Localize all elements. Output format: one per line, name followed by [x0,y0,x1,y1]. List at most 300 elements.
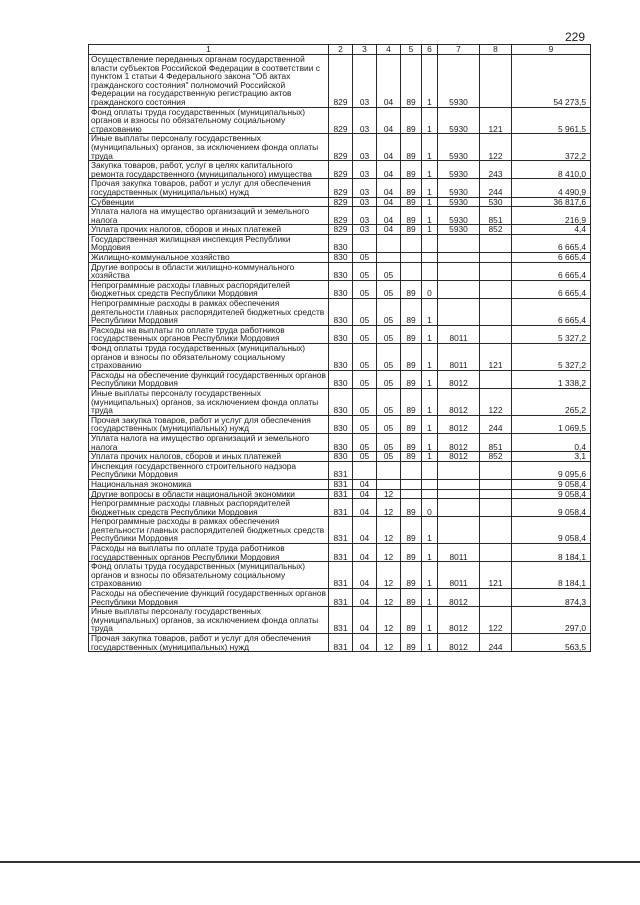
cell-program: 89 [401,225,422,235]
cell-program [401,234,422,252]
cell-section: 05 [353,388,377,415]
cell-subprogram: 1 [422,589,438,607]
cell-direction: 8012 [438,589,480,607]
cell-program: 89 [401,517,422,544]
cell-program: 89 [401,544,422,562]
cell-description: Осуществление переданных органам государственной власти субъектов Российской Федерации в соответствии с пунктом 1 статьи 4 Федерального закона "Об актах гражданского состояния" полномочий Российской Федерации на государственную регистрацию актов гражданского состояния [89,55,329,108]
cell-subprogram: 1 [422,197,438,207]
table-row [89,55,591,108]
cell-amount: 5 327,2 [512,325,591,343]
cell-ministry: 831 [329,544,353,562]
cell-subsection: 04 [377,55,401,108]
cell-description: Инспекция государственного строительного надзора Республики Мордовия [89,461,329,479]
cell-subsection: 05 [377,325,401,343]
cell-subprogram: 1 [422,544,438,562]
table-row [89,433,591,451]
cell-program: 89 [401,499,422,517]
cell-direction [438,517,480,544]
cell-section: 03 [353,197,377,207]
cell-ministry: 830 [329,452,353,462]
cell-amount: 874,3 [512,589,591,607]
cell-description: Субвенции [89,197,329,207]
col-description-header: 1 [89,45,329,55]
cell-subsection: 12 [377,499,401,517]
cell-program: 89 [401,207,422,225]
cell-direction: 8012 [438,433,480,451]
cell-amount: 6 665,4 [512,299,591,326]
cell-description: Государственная жилищная инспекция Республики Мордовия [89,234,329,252]
cell-expense-type [480,499,512,517]
cell-expense-type: 121 [480,344,512,371]
table-row [89,370,591,388]
cell-expense-type: 244 [480,415,512,433]
cell-direction [438,280,480,298]
cell-direction: 5930 [438,55,480,108]
table-header [89,45,591,55]
cell-direction: 8011 [438,544,480,562]
cell-direction [438,299,480,326]
cell-description: Уплата прочих налогов, сборов и иных платежей [89,225,329,235]
cell-program: 89 [401,589,422,607]
cell-subprogram: 1 [422,415,438,433]
cell-subsection: 12 [377,544,401,562]
cell-subprogram: 1 [422,207,438,225]
cell-amount: 36 817,6 [512,197,591,207]
cell-description: Иные выплаты персоналу государственных (муниципальных) органов, за исключением фонда оплаты труда [89,607,329,634]
cell-direction [438,234,480,252]
cell-subprogram: 1 [422,179,438,197]
cell-expense-type: 851 [480,207,512,225]
cell-ministry: 831 [329,461,353,479]
cell-section: 05 [353,344,377,371]
cell-subprogram [422,479,438,489]
cell-direction: 8012 [438,634,480,652]
cell-amount: 9 058,4 [512,499,591,517]
table-row [89,107,591,134]
table-row [89,207,591,225]
cell-subsection: 05 [377,370,401,388]
cell-subsection: 05 [377,280,401,298]
cell-expense-type [480,589,512,607]
cell-amount: 563,5 [512,634,591,652]
cell-ministry: 831 [329,562,353,589]
table-row [89,452,591,462]
cell-section: 05 [353,370,377,388]
cell-section [353,461,377,479]
cell-ministry: 830 [329,280,353,298]
cell-program: 89 [401,607,422,634]
cell-section: 04 [353,479,377,489]
cell-subsection: 12 [377,607,401,634]
cell-amount: 6 665,4 [512,253,591,263]
cell-section: 03 [353,225,377,235]
cell-section: 05 [353,452,377,462]
cell-description: Другие вопросы в области национальной экономики [89,489,329,499]
cell-amount: 9 058,4 [512,479,591,489]
cell-description: Жилищно-коммунальное хозяйство [89,253,329,263]
cell-ministry: 831 [329,589,353,607]
cell-direction: 8012 [438,607,480,634]
cell-subprogram: 1 [422,607,438,634]
cell-direction: 8012 [438,370,480,388]
cell-description: Расходы на обеспечение функций государственных органов Республики Мордовия [89,370,329,388]
cell-description: Непрограммные расходы главных распорядителей бюджетных средств Республики Мордовия [89,499,329,517]
cell-expense-type [480,517,512,544]
cell-section: 03 [353,161,377,179]
cell-program: 89 [401,562,422,589]
cell-section: 04 [353,499,377,517]
cell-description: Непрограммные расходы в рамках обеспечения деятельности главных распорядителей бюджетных средств Республики Мордовия [89,299,329,326]
cell-section: 04 [353,634,377,652]
cell-direction: 5930 [438,207,480,225]
table-row [89,179,591,197]
cell-subsection: 05 [377,415,401,433]
cell-direction [438,489,480,499]
cell-description: Прочая закупка товаров, работ и услуг для обеспечения государственных (муниципальных) нужд [89,179,329,197]
cell-subsection [377,461,401,479]
col-expense-type-header: 8 [480,45,512,55]
cell-subsection: 04 [377,179,401,197]
cell-subsection: 12 [377,589,401,607]
cell-section: 05 [353,415,377,433]
cell-subprogram: 1 [422,134,438,161]
cell-ministry: 829 [329,225,353,235]
cell-section: 05 [353,262,377,280]
table-row [89,489,591,499]
cell-amount: 216,9 [512,207,591,225]
cell-program: 89 [401,370,422,388]
cell-subprogram [422,234,438,252]
cell-ministry: 830 [329,325,353,343]
cell-ministry: 830 [329,299,353,326]
cell-expense-type: 244 [480,634,512,652]
cell-subsection: 04 [377,134,401,161]
cell-amount: 54 273,5 [512,55,591,108]
cell-subsection: 04 [377,107,401,134]
cell-direction: 8011 [438,344,480,371]
cell-section: 05 [353,253,377,263]
cell-ministry: 830 [329,344,353,371]
cell-expense-type [480,253,512,263]
cell-direction: 8012 [438,388,480,415]
cell-amount: 1 069,5 [512,415,591,433]
cell-ministry: 829 [329,207,353,225]
table-row [89,388,591,415]
cell-program: 89 [401,415,422,433]
cell-subprogram: 0 [422,499,438,517]
cell-direction: 5930 [438,161,480,179]
cell-subprogram: 1 [422,161,438,179]
bottom-rule [0,861,640,863]
cell-expense-type: 852 [480,452,512,462]
cell-direction: 5930 [438,225,480,235]
cell-program: 89 [401,161,422,179]
table-row [89,562,591,589]
cell-subsection [377,253,401,263]
cell-subprogram: 1 [422,370,438,388]
table-row [89,499,591,517]
table-row [89,280,591,298]
cell-subsection: 04 [377,207,401,225]
cell-description: Расходы на обеспечение функций государственных органов Республики Мордовия [89,589,329,607]
cell-amount: 6 665,4 [512,234,591,252]
cell-program: 89 [401,107,422,134]
cell-direction: 8011 [438,325,480,343]
cell-ministry: 830 [329,433,353,451]
cell-section: 05 [353,299,377,326]
cell-description: Другие вопросы в области жилищно-коммунального хозяйства [89,262,329,280]
table-row [89,253,591,263]
col-section-header: 3 [353,45,377,55]
table-row [89,479,591,489]
table-row [89,134,591,161]
cell-description: Расходы на выплаты по оплате труда работников государственных органов Республики Мордовия [89,325,329,343]
table-row [89,589,591,607]
cell-amount: 5 327,2 [512,344,591,371]
cell-subsection: 05 [377,452,401,462]
cell-section: 04 [353,489,377,499]
cell-expense-type [480,544,512,562]
cell-ministry: 829 [329,179,353,197]
cell-description: Непрограммные расходы главных распорядителей бюджетных средств Республики Мордовия [89,280,329,298]
cell-ministry: 829 [329,55,353,108]
cell-subsection: 05 [377,299,401,326]
cell-ministry: 831 [329,517,353,544]
table-row [89,634,591,652]
cell-expense-type [480,370,512,388]
cell-subprogram: 1 [422,299,438,326]
cell-program: 89 [401,179,422,197]
col-subsection-header: 4 [377,45,401,55]
cell-ministry: 829 [329,134,353,161]
cell-section [353,234,377,252]
col-direction-header: 7 [438,45,480,55]
cell-ministry: 831 [329,479,353,489]
cell-subsection: 12 [377,634,401,652]
cell-section: 04 [353,589,377,607]
cell-subsection: 05 [377,344,401,371]
cell-ministry: 831 [329,607,353,634]
cell-expense-type [480,325,512,343]
cell-subprogram: 0 [422,280,438,298]
cell-ministry: 831 [329,634,353,652]
cell-program: 89 [401,280,422,298]
col-program-header: 5 [401,45,422,55]
col-amount-header: 9 [512,45,591,55]
table-body [89,55,591,652]
cell-description: Иные выплаты персоналу государственных (муниципальных) органов, за исключением фонда оплаты труда [89,388,329,415]
cell-description: Прочая закупка товаров, работ и услуг для обеспечения государственных (муниципальных) нужд [89,634,329,652]
table-row [89,517,591,544]
cell-expense-type: 244 [480,179,512,197]
cell-program: 89 [401,197,422,207]
cell-amount: 5 961,5 [512,107,591,134]
cell-expense-type [480,479,512,489]
page-number: 229 [565,30,586,44]
cell-program: 89 [401,433,422,451]
table-row [89,415,591,433]
cell-subsection: 12 [377,562,401,589]
cell-expense-type [480,234,512,252]
budget-table [88,44,591,652]
cell-subsection: 05 [377,388,401,415]
cell-direction: 5930 [438,197,480,207]
cell-amount: 8 410,0 [512,161,591,179]
cell-ministry: 831 [329,489,353,499]
cell-subprogram: 1 [422,55,438,108]
cell-amount: 1 338,2 [512,370,591,388]
cell-ministry: 831 [329,499,353,517]
cell-ministry: 830 [329,415,353,433]
cell-program: 89 [401,344,422,371]
cell-program: 89 [401,55,422,108]
cell-description: Иные выплаты персоналу государственных (муниципальных) органов, за исключением фонда оплаты труда [89,134,329,161]
cell-section: 04 [353,517,377,544]
cell-expense-type: 122 [480,388,512,415]
cell-amount: 6 665,4 [512,262,591,280]
cell-program: 89 [401,634,422,652]
cell-section: 03 [353,134,377,161]
cell-subprogram: 1 [422,452,438,462]
cell-description: Закупка товаров, работ, услуг в целях капитального ремонта государственного (муниципального) имущества [89,161,329,179]
cell-ministry: 830 [329,253,353,263]
cell-amount: 9 058,4 [512,489,591,499]
cell-amount: 0,4 [512,433,591,451]
cell-amount: 8 184,1 [512,562,591,589]
col-ministry-header: 2 [329,45,353,55]
cell-program: 89 [401,388,422,415]
cell-section: 03 [353,107,377,134]
cell-section: 04 [353,544,377,562]
cell-description: Уплата налога на имущество организаций и земельного налога [89,207,329,225]
cell-subsection: 04 [377,161,401,179]
cell-subprogram [422,262,438,280]
cell-expense-type [480,262,512,280]
cell-section: 03 [353,179,377,197]
cell-expense-type: 530 [480,197,512,207]
col-subprogram-header: 6 [422,45,438,55]
cell-section: 03 [353,207,377,225]
cell-subprogram: 1 [422,225,438,235]
cell-subsection: 12 [377,517,401,544]
cell-subprogram: 1 [422,433,438,451]
cell-section: 03 [353,55,377,108]
cell-section: 05 [353,325,377,343]
cell-direction: 8011 [438,562,480,589]
cell-ministry: 830 [329,388,353,415]
cell-expense-type [480,299,512,326]
cell-section: 04 [353,607,377,634]
cell-subprogram: 1 [422,634,438,652]
cell-amount: 4,4 [512,225,591,235]
cell-program: 89 [401,299,422,326]
cell-program [401,461,422,479]
cell-amount: 265,2 [512,388,591,415]
cell-subsection: 04 [377,197,401,207]
cell-ministry: 830 [329,234,353,252]
cell-direction: 8012 [438,452,480,462]
table-row [89,299,591,326]
cell-description: Прочая закупка товаров, работ и услуг для обеспечения государственных (муниципальных) нужд [89,415,329,433]
cell-ministry: 830 [329,370,353,388]
table-row [89,325,591,343]
cell-description: Национальная экономика [89,479,329,489]
cell-subprogram [422,461,438,479]
cell-expense-type [480,489,512,499]
cell-amount: 297,0 [512,607,591,634]
cell-program [401,262,422,280]
cell-program [401,479,422,489]
cell-subprogram: 1 [422,562,438,589]
cell-direction: 8012 [438,415,480,433]
table-row [89,344,591,371]
cell-subprogram: 1 [422,107,438,134]
cell-expense-type: 121 [480,562,512,589]
cell-program [401,253,422,263]
table-row [89,262,591,280]
cell-amount: 6 665,4 [512,280,591,298]
cell-description: Уплата налога на имущество организаций и земельного налога [89,433,329,451]
cell-subprogram: 1 [422,344,438,371]
table-row [89,225,591,235]
cell-program: 89 [401,134,422,161]
cell-direction [438,262,480,280]
cell-amount: 4 490,9 [512,179,591,197]
cell-subprogram: 1 [422,517,438,544]
cell-description: Непрограммные расходы в рамках обеспечения деятельности главных распорядителей бюджетных средств Республики Мордовия [89,517,329,544]
cell-subsection [377,234,401,252]
cell-subprogram: 1 [422,325,438,343]
cell-expense-type: 243 [480,161,512,179]
cell-ministry: 829 [329,107,353,134]
table-row [89,197,591,207]
cell-expense-type [480,55,512,108]
cell-subprogram: 1 [422,388,438,415]
cell-subsection: 05 [377,262,401,280]
cell-program: 89 [401,325,422,343]
cell-ministry: 830 [329,262,353,280]
cell-description: Уплата прочих налогов, сборов и иных платежей [89,452,329,462]
cell-description: Фонд оплаты труда государственных (муниципальных) органов и взносы по обязательному социальному страхованию [89,562,329,589]
cell-amount: 8 184,1 [512,544,591,562]
cell-direction: 5930 [438,107,480,134]
table-row [89,607,591,634]
cell-expense-type: 852 [480,225,512,235]
cell-ministry: 829 [329,197,353,207]
cell-expense-type: 851 [480,433,512,451]
cell-ministry: 829 [329,161,353,179]
cell-subsection: 12 [377,489,401,499]
cell-subprogram [422,489,438,499]
cell-direction: 5930 [438,134,480,161]
table-row [89,161,591,179]
cell-program [401,489,422,499]
cell-section: 04 [353,562,377,589]
cell-expense-type: 122 [480,134,512,161]
cell-expense-type: 121 [480,107,512,134]
cell-direction [438,479,480,489]
cell-subsection: 05 [377,433,401,451]
cell-section: 05 [353,433,377,451]
cell-subsection [377,479,401,489]
table-row [89,234,591,252]
cell-amount: 372,2 [512,134,591,161]
cell-direction: 5930 [438,179,480,197]
cell-program: 89 [401,452,422,462]
cell-expense-type [480,280,512,298]
table-row [89,544,591,562]
cell-direction [438,461,480,479]
